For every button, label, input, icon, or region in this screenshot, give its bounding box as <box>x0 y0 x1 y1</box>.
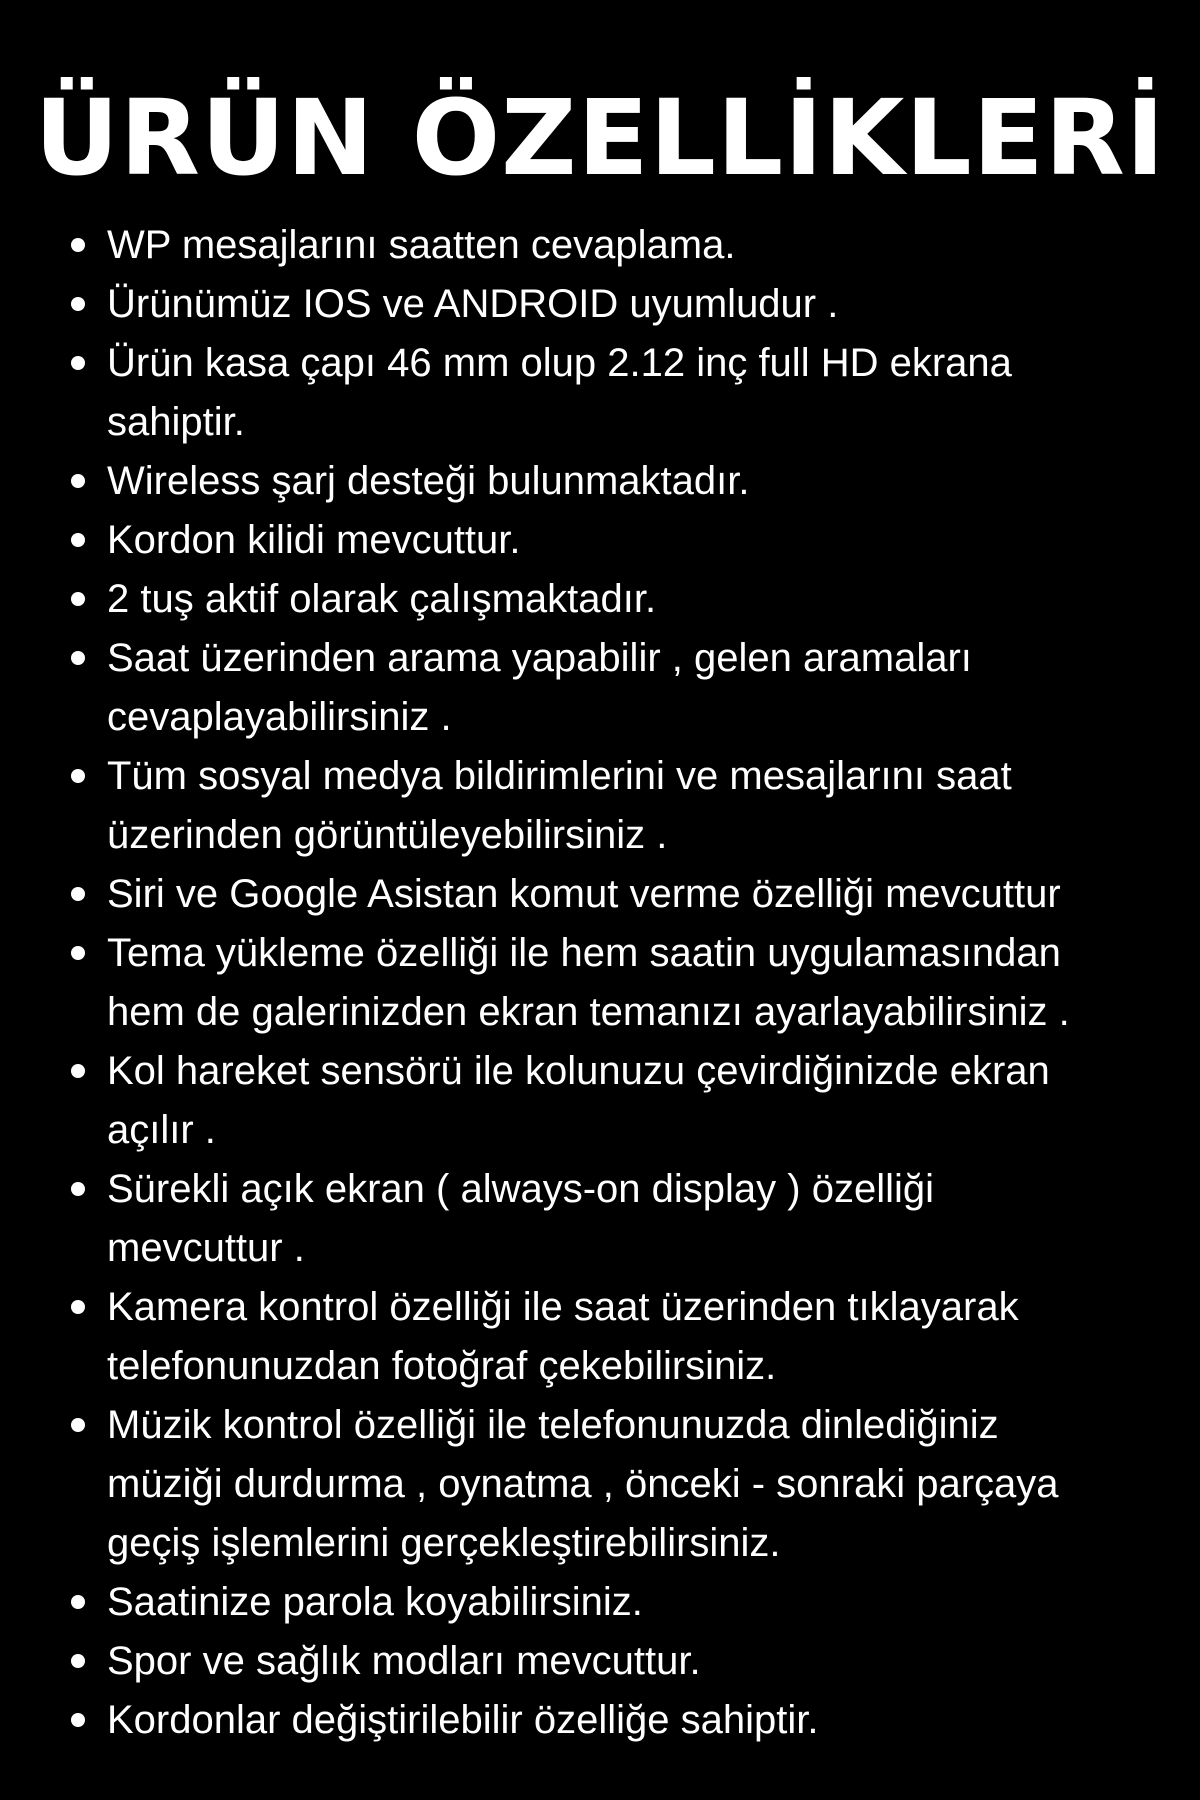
feature-text-line: Siri ve Google Asistan komut verme özelliği mevcuttur <box>107 872 1061 916</box>
feature-text-line: sahiptir. <box>107 400 245 444</box>
bullet-icon <box>71 474 85 488</box>
bullet-icon <box>71 1182 85 1196</box>
feature-item <box>0 570 1200 629</box>
feature-item <box>0 1396 1200 1573</box>
bullet-icon <box>71 533 85 547</box>
feature-item <box>0 511 1200 570</box>
feature-item <box>0 747 1200 865</box>
feature-text-line: 2 tuş aktif olarak çalışmaktadır. <box>107 577 657 621</box>
page-title: ÜRÜN ÖZELLİKLERİ <box>34 77 1166 199</box>
feature-item <box>0 334 1200 452</box>
feature-item <box>0 1160 1200 1278</box>
bullet-icon <box>71 1654 85 1668</box>
feature-text-line: Sürekli açık ekran ( always-on display ) özelliği <box>107 1167 934 1211</box>
feature-text-line: Saatinize parola koyabilirsiniz. <box>107 1580 643 1624</box>
feature-text-line: müziği durdurma , oynatma , önceki - sonraki parçaya <box>107 1462 1059 1506</box>
bullet-icon <box>71 769 85 783</box>
feature-text-line: Kordon kilidi mevcuttur. <box>107 518 521 562</box>
bullet-icon <box>71 297 85 311</box>
feature-text-line: geçiş işlemlerini gerçekleştirebilirsiniz. <box>107 1521 781 1565</box>
bullet-icon <box>71 1595 85 1609</box>
bullet-icon <box>71 1418 85 1432</box>
feature-text-line: Kol hareket sensörü ile kolunuzu çevirdiğinizde ekran <box>107 1049 1050 1093</box>
feature-item <box>0 629 1200 747</box>
feature-text-line: Kamera kontrol özelliği ile saat üzerinden tıklayarak <box>107 1285 1019 1329</box>
feature-item <box>0 1632 1200 1691</box>
feature-text-line: Saat üzerinden arama yapabilir , gelen aramaları <box>107 636 972 680</box>
bullet-icon <box>71 1064 85 1078</box>
feature-text-line: Tüm sosyal medya bildirimlerini ve mesajlarını saat <box>107 754 1012 798</box>
bullet-icon <box>71 1300 85 1314</box>
feature-text-line: Ürünümüz IOS ve ANDROID uyumludur . <box>107 282 839 326</box>
bullet-icon <box>71 356 85 370</box>
feature-item <box>0 216 1200 275</box>
feature-text-line: telefonunuzdan fotoğraf çekebilirsiniz. <box>107 1344 777 1388</box>
feature-text-line: açılır . <box>107 1108 216 1152</box>
feature-text-line: Spor ve sağlık modları mevcuttur. <box>107 1639 701 1683</box>
bullet-icon <box>71 651 85 665</box>
feature-item <box>0 924 1200 1042</box>
feature-text-line: mevcuttur . <box>107 1226 305 1270</box>
feature-item <box>0 1278 1200 1396</box>
feature-text-line: Ürün kasa çapı 46 mm olup 2.12 inç full HD ekrana <box>107 341 1012 385</box>
bullet-icon <box>71 887 85 901</box>
feature-item <box>0 452 1200 511</box>
bullet-icon <box>71 238 85 252</box>
feature-item <box>0 1691 1200 1750</box>
feature-item <box>0 1573 1200 1632</box>
feature-text-line: Wireless şarj desteği bulunmaktadır. <box>107 459 750 503</box>
feature-text-line: hem de galerinizden ekran temanızı ayarlayabilirsiniz . <box>107 990 1070 1034</box>
feature-text-line: Müzik kontrol özelliği ile telefonunuzda dinlediğiniz <box>107 1403 999 1447</box>
bullet-icon <box>71 592 85 606</box>
features-list <box>0 216 1200 1750</box>
feature-text-line: cevaplayabilirsiniz . <box>107 695 452 739</box>
feature-text-line: WP mesajlarını saatten cevaplama. <box>107 223 736 267</box>
feature-item <box>0 865 1200 924</box>
feature-text-line: Kordonlar değiştirilebilir özelliğe sahiptir. <box>107 1698 819 1742</box>
bullet-icon <box>71 946 85 960</box>
feature-item <box>0 1042 1200 1160</box>
feature-item <box>0 275 1200 334</box>
bullet-icon <box>71 1713 85 1727</box>
feature-text-line: Tema yükleme özelliği ile hem saatin uygulamasından <box>107 931 1061 975</box>
feature-text-line: üzerinden görüntüleyebilirsiniz . <box>107 813 668 857</box>
